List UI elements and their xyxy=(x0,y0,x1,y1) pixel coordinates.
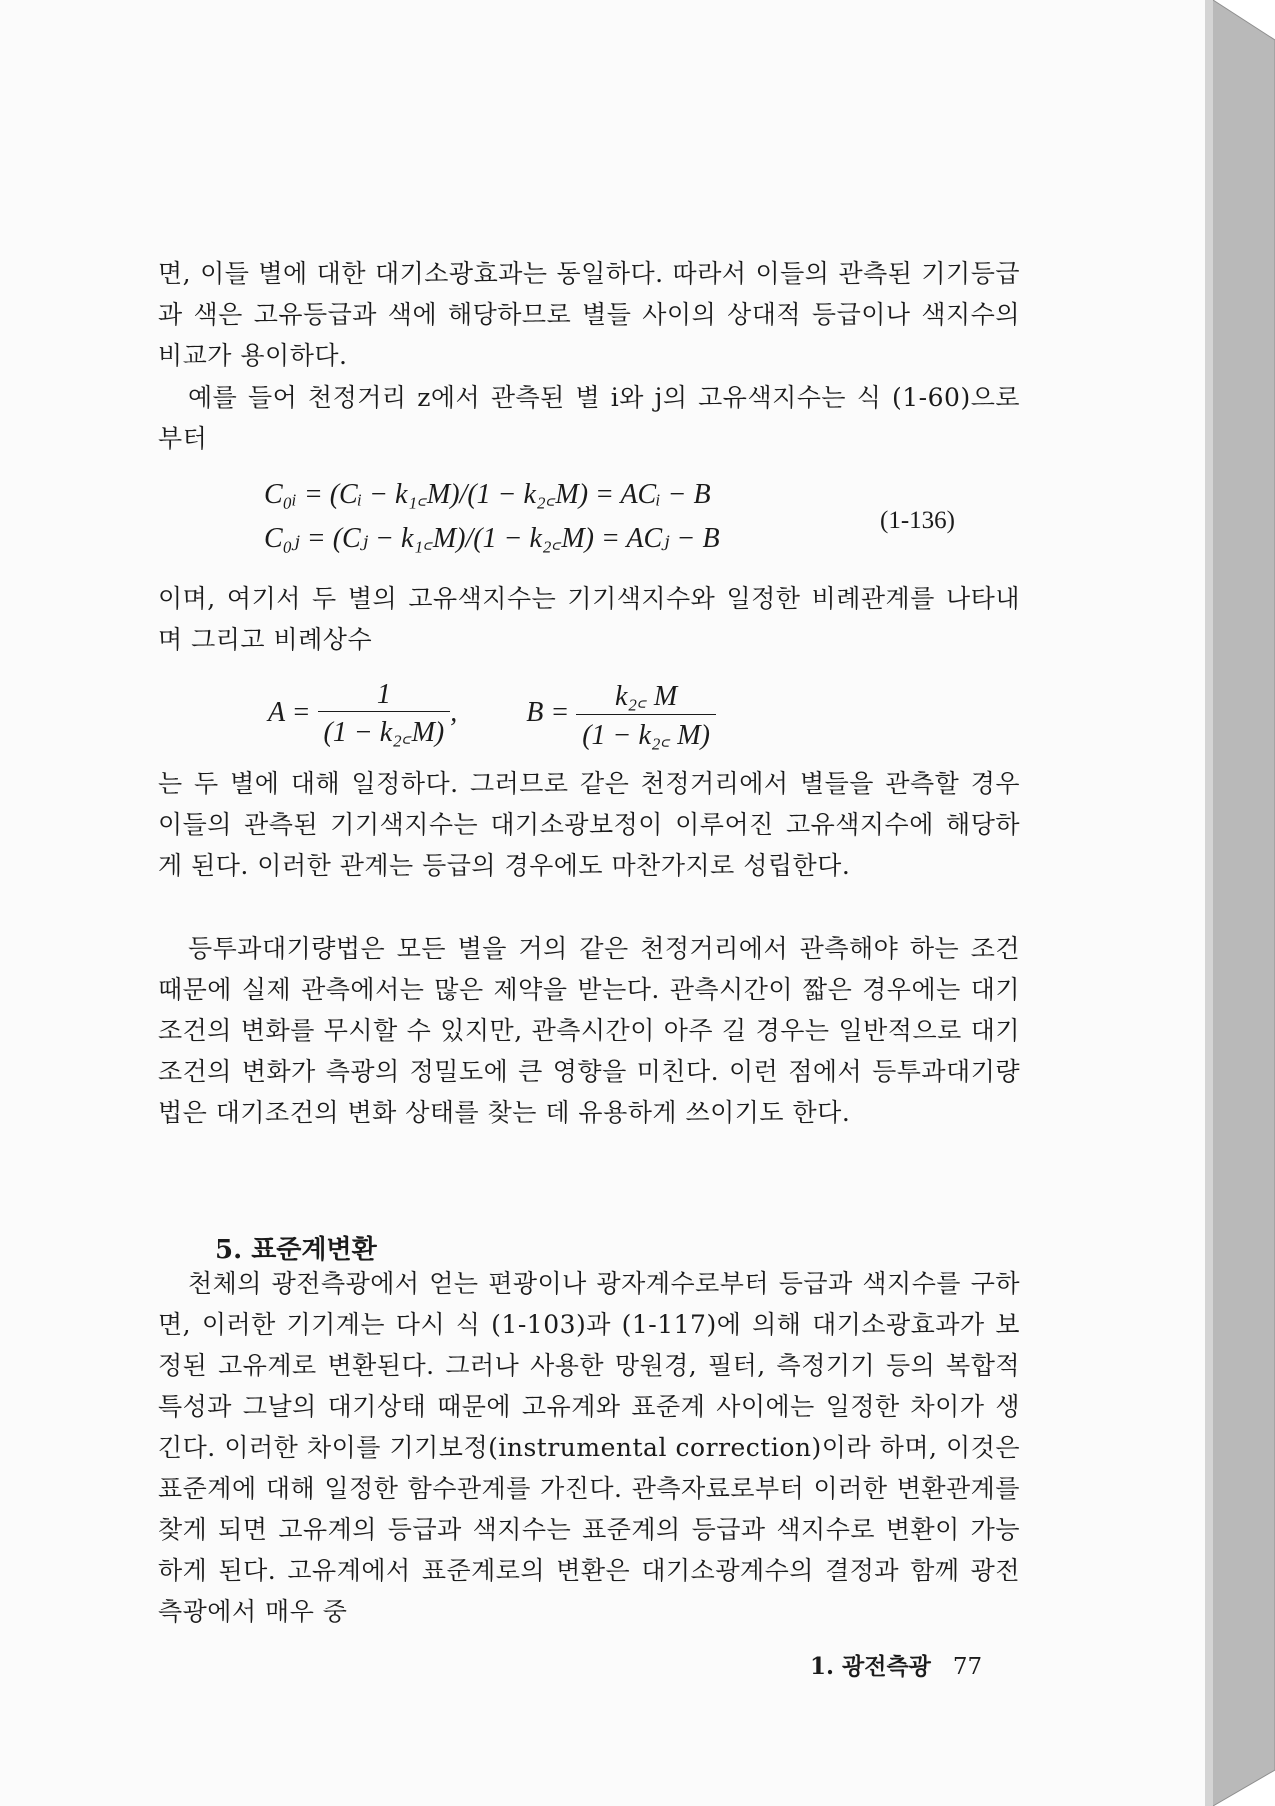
fraction-a-denominator: (1 − k₂꜀M) xyxy=(318,711,451,750)
paragraph-2 xyxy=(158,377,1020,459)
equation-1136-line-2: C₀ⱼ = (Cⱼ − k₁꜀M)/(1 − k₂꜀M) = ACⱼ − B xyxy=(264,523,720,554)
footer-chapter: 1. 광전측광 xyxy=(810,1653,931,1680)
fraction-b-denominator: (1 − k₂꜀ M) xyxy=(576,714,716,753)
paragraph-6-text: 천체의 광전측광에서 얻는 편광이나 광자계수로부터 등급과 색지수를 구하면, 이러한 기기계는 다시 식 (1-103)과 (1-117)에 의해 대기소광효과가 보정된 고유계로 변환된다. 그러나 사용한 망원경, 필터, 측정기기 등의 복합적 특성과 그날의 대기상태 때문에 고유계와 표준계 사이에는 일정한 차이가 생긴다. 이러한 차이를 기기보정(instrumental correction)이라 하며, 이것은 표준계에 대해 일정한 함수관계를 가진다. 관측자료로부터 이러한 변환관계를 찾게 되면 고유계의 등급과 색지수는 표준계의 등급과 색지수로 변환이 가능하게 된다. 고유계에서 표준계로의 변환은 대기소광계수의 결정과 함께 광전측광에서 매우 중 xyxy=(158,1269,1020,1626)
paragraph-6 xyxy=(158,1263,1020,1632)
fraction-b-numerator: k₂꜀ M xyxy=(614,681,678,712)
equation-number: (1-136) xyxy=(880,507,955,534)
page-footer xyxy=(810,1648,982,1681)
equation-1136-line-1: C₀ᵢ = (Cᵢ − k₁꜀M)/(1 − k₂꜀M) = ACᵢ − B xyxy=(264,479,711,510)
equation-a-lhs: A = xyxy=(268,696,311,728)
equation-constants xyxy=(268,676,716,753)
equation-comma: , xyxy=(450,696,458,728)
fraction-a xyxy=(318,679,451,750)
paragraph-4-text: 는 두 별에 대해 일정하다. 그러므로 같은 천정거리에서 별들을 관측할 경우 이들의 관측된 기기색지수는 대기소광보정이 이루어진 고유색지수에 해당하게 된다. 이러한 관계는 등급의 경우에도 마찬가지로 성립한다. xyxy=(158,769,1020,880)
equation-b-lhs: B = xyxy=(526,696,570,728)
paragraph-4 xyxy=(158,763,1020,886)
paragraph-5 xyxy=(158,928,1020,1133)
book-spine xyxy=(1205,0,1275,1806)
fraction-a-numerator: 1 xyxy=(376,679,391,710)
paragraph-1-text: 면, 이들 별에 대한 대기소광효과는 동일하다. 따라서 이들의 관측된 기기등급과 색은 고유등급과 색에 해당하므로 별들 사이의 상대적 등급이나 색지수의 비교가 용이하다. xyxy=(158,259,1020,370)
paragraph-1 xyxy=(158,253,1020,376)
paragraph-3 xyxy=(158,578,1020,660)
page-number: 77 xyxy=(952,1654,983,1680)
paragraph-2-text: 예를 들어 천정거리 z에서 관측된 별 i와 j의 고유색지수는 식 (1-60)으로부터 xyxy=(158,383,1020,453)
paragraph-5-text: 등투과대기량법은 모든 별을 거의 같은 천정거리에서 관측해야 하는 조건 때문에 실제 관측에서는 많은 제약을 받는다. 관측시간이 짧은 경우에는 대기조건의 변화를 무시할 수 있지만, 관측시간이 아주 길 경우는 일반적으로 대기조건의 변화가 측광의 정밀도에 큰 영향을 미친다. 이런 점에서 등투과대기량법은 대기조건의 변화 상태를 찾는 데 유용하게 쓰이기도 한다. xyxy=(158,934,1020,1127)
fraction-b xyxy=(576,676,716,753)
section-heading: 5. 표준계변환 xyxy=(215,1235,377,1265)
paragraph-3-text: 이며, 여기서 두 별의 고유색지수는 기기색지수와 일정한 비례관계를 나타내며 그리고 비례상수 xyxy=(158,584,1020,654)
